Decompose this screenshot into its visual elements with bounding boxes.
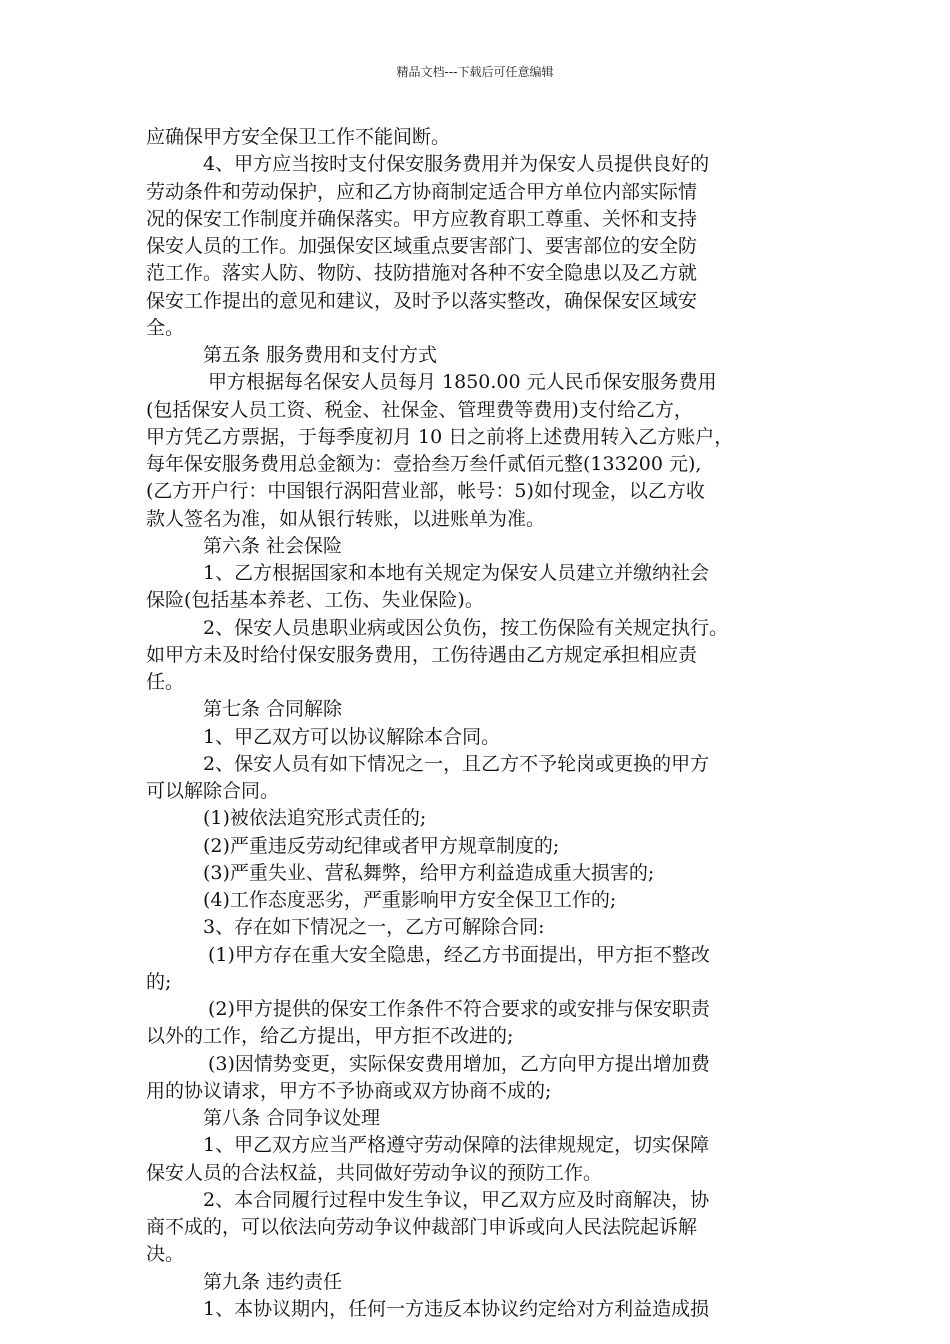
- text-line: 1、甲乙双方应当严格遵守劳动保障的法律规规定，切实保障: [203, 1134, 710, 1157]
- text-line: (4)工作态度恶劣，严重影响甲方安全保卫工作的;: [203, 889, 617, 911]
- text-line: 保险(包括基本养老、工伤、失业保险)。: [146, 589, 484, 612]
- text-line: 以外的工作，给乙方提出，甲方拒不改进的;: [146, 1025, 514, 1048]
- text-line: 保安人员的合法权益，共同做好劳动争议的预防工作。: [146, 1161, 603, 1184]
- text-line: 第九条 违约责任: [203, 1270, 343, 1293]
- text-line: (3)因情势变更，实际保安费用增加，乙方向甲方提出增加费: [208, 1052, 710, 1075]
- text-line: (2)严重违反劳动纪律或者甲方规章制度的;: [203, 834, 560, 857]
- text-line: (2)甲方提供的保安工作条件不符合要求的或安排与保安职责: [208, 998, 710, 1020]
- text-line: 第八条 合同争议处理: [203, 1107, 381, 1129]
- text-line: 如甲方未及时给付保安服务费用，工伤待遇由乙方规定承担相应责: [146, 643, 698, 666]
- text-line: 每年保安服务费用总金额为：壹拾叁万叁仟贰佰元整(133200 元),: [146, 453, 702, 475]
- text-line: 决。: [146, 1243, 185, 1266]
- text-line: 3、存在如下情况之一，乙方可解除合同:: [203, 916, 545, 939]
- text-line: 甲方根据每名保安人员每月 1850.00 元人民币保安服务费用: [208, 371, 717, 394]
- text-line: 劳动条件和劳动保护，应和乙方协商制定适合甲方单位内部实际情: [146, 180, 698, 203]
- text-line: 应确保甲方安全保卫工作不能间断。: [146, 126, 451, 148]
- document-body: [146, 124, 814, 1323]
- text-line: 保安人员的工作。加强保安区域重点要害部门、要害部位的安全防: [146, 235, 698, 257]
- text-line: (1)甲方存在重大安全隐患，经乙方书面提出，甲方拒不整改: [208, 943, 710, 966]
- text-line: 商不成的，可以依法向劳动争议仲裁部门申诉或向人民法院起诉解: [146, 1216, 698, 1238]
- text-line: 2、保安人员患职业病或因公负伤，按工伤保险有关规定执行。: [203, 616, 729, 639]
- text-line: 保安工作提出的意见和建议，及时予以落实整改，确保保安区域安: [146, 289, 698, 312]
- text-line: 全。: [146, 316, 185, 339]
- text-line: (乙方开户行：中国银行涡阳营业部，帐号：5)如付现金，以乙方收: [146, 480, 705, 503]
- text-line: 任。: [146, 671, 185, 693]
- text-line: 4、甲方应当按时支付保安服务费用并为保安人员提供良好的: [203, 153, 710, 176]
- text-line: 1、甲乙双方可以协议解除本合同。: [203, 725, 501, 748]
- text-line: 第六条 社会保险: [203, 534, 343, 557]
- text-line: 况的保安工作制度并确保落实。甲方应教育职工尊重、关怀和支持: [146, 207, 698, 230]
- text-line: 可以解除合同。: [146, 780, 280, 802]
- text-line: 第七条 合同解除: [203, 698, 343, 721]
- text-line: 2、保安人员有如下情况之一，且乙方不予轮岗或更换的甲方: [203, 752, 710, 775]
- text-line: 款人签名为准，如从银行转账，以进账单为准。: [146, 507, 546, 530]
- text-line: 用的协议请求，甲方不予协商或双方协商不成的;: [146, 1079, 552, 1102]
- text-line: (1)被依法追究形式责任的;: [203, 807, 427, 830]
- text-line: 的;: [146, 970, 172, 993]
- text-line: 1、本协议期内，任何一方违反本协议约定给对方利益造成损: [203, 1297, 710, 1320]
- text-line: 第五条 服务费用和支付方式: [203, 344, 438, 366]
- text-line: 范工作。落实人防、物防、技防措施对各种不安全隐患以及乙方就: [146, 262, 698, 285]
- text-line: (3)严重失业、营私舞弊，给甲方利益造成重大损害的;: [203, 861, 655, 884]
- text-line: (包括保安人员工资、税金、社保金、管理费等费用)支付给乙方，: [146, 398, 693, 421]
- text-line: 甲方凭乙方票据，于每季度初月 10 日之前将上述费用转入乙方账户，: [146, 425, 734, 448]
- text-line: 1、乙方根据国家和本地有关规定为保安人员建立并缴纳社会: [203, 562, 710, 584]
- page-header: 精品文档---下载后可任意编辑: [396, 65, 554, 79]
- text-line: 2、本合同履行过程中发生争议，甲乙双方应及时商解决，协: [203, 1188, 710, 1211]
